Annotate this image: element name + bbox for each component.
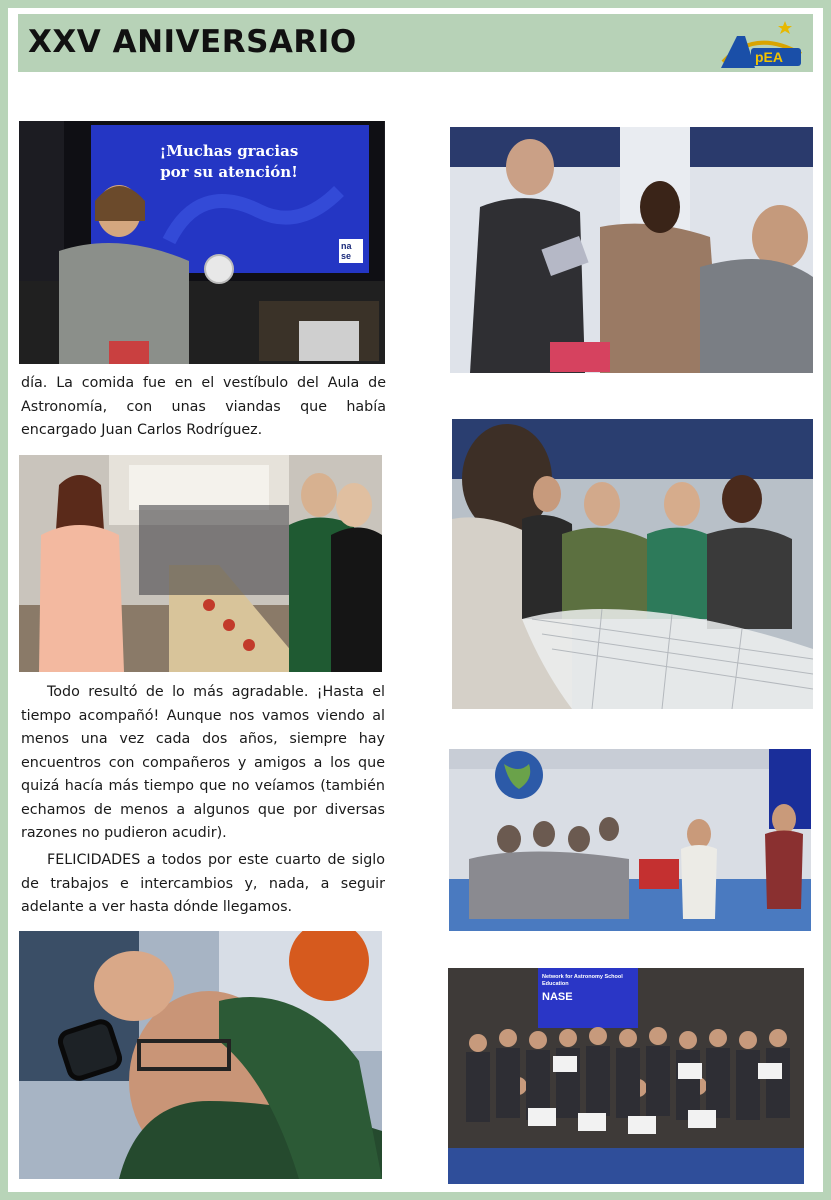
photo-lunch-table bbox=[19, 455, 382, 672]
screen-caption-nase: NASE bbox=[542, 991, 573, 1003]
page-title: XXV ANIVERSARIO bbox=[28, 24, 357, 60]
paragraph-congratulations: FELICIDADES a todos por este cuarto de siglo de trabajos e intercambios y, nada, a seguir adelante a ver hasta dónde llegamos. bbox=[21, 852, 385, 915]
paragraph-lunch: día. La comida fue en el vestíbulo del Aula de Astronomía, con unas viandas que había encargado Juan Carlos Rodríguez. bbox=[21, 375, 386, 438]
apea-logo bbox=[715, 18, 807, 72]
slide-caption bbox=[129, 141, 329, 183]
photo-group-certificates bbox=[448, 968, 804, 1184]
slide-badge: na se bbox=[341, 241, 352, 261]
paragraph-agreeable: Todo resultó de lo más agradable. ¡Hasta el tiempo acompañó! Aunque nos vamos viendo al menos una vez cada dos años, siempre hay encuentros con compañeros y amigos a los que quizá hacía más tiempo que no veíamos (también echamos de menos a algunos que por diversas razones no pudieron acudir). bbox=[21, 684, 385, 841]
page bbox=[8, 8, 823, 1192]
screen-caption-small: Network for Astronomy School Education bbox=[542, 974, 623, 987]
svg-text:pEA: pEA bbox=[755, 49, 783, 65]
photo-speaker-slide bbox=[19, 121, 385, 364]
photo-observers bbox=[450, 127, 813, 373]
photo-man-with-filter bbox=[19, 931, 382, 1179]
slide-line-1: ¡Muchas gracias bbox=[159, 142, 299, 160]
photo-net-activity bbox=[452, 419, 813, 709]
photo-classroom bbox=[449, 749, 811, 931]
header-bar bbox=[18, 14, 813, 72]
slide-line-2: por su atención! bbox=[160, 163, 298, 181]
